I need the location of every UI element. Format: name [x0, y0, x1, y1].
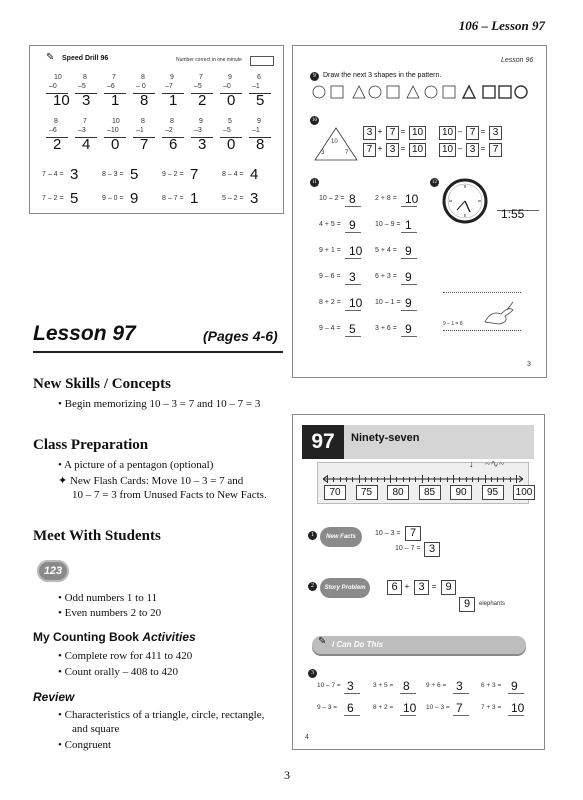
q3-problem: 7 + 3 =	[481, 704, 502, 711]
clock-icon	[442, 178, 488, 224]
q3-answer: 3	[347, 679, 354, 693]
drill-answer: 9	[130, 190, 139, 207]
drill-bottom-number: –2	[165, 127, 173, 134]
q11-answer-line	[401, 284, 417, 285]
drill-top-number: 6	[257, 74, 261, 81]
q10-operator: +	[377, 144, 383, 153]
drill-bottom-number: –6	[49, 127, 57, 134]
worksheet-page-number: 3	[527, 361, 531, 368]
number-line-tick	[447, 477, 448, 482]
q3-answer: 10	[403, 701, 417, 715]
drill-answer: 6	[169, 136, 178, 153]
drill-top-number: 7	[83, 118, 87, 125]
drill-problem: 9 – 2 =	[162, 171, 184, 178]
number-line-label: 95	[482, 485, 504, 500]
lesson96-worksheet	[292, 45, 547, 378]
drill-answer: 1	[190, 190, 199, 207]
q2-operator: =	[431, 582, 437, 591]
drill-answer: 2	[198, 92, 207, 109]
q10-answer-box: 10	[409, 143, 426, 157]
number-line-tick	[415, 477, 416, 482]
drill-problem: 7 – 2 =	[42, 195, 64, 202]
number-line-tick	[497, 477, 498, 482]
number-line-tick	[390, 475, 391, 483]
speed-drill-title: Speed Drill 96	[62, 55, 109, 62]
class-prep-item-2: ✦ New Flash Cards: Move 10 – 3 = 7 and	[58, 475, 244, 487]
counting-item-1: • Complete row for 411 to 420	[58, 650, 193, 662]
q10-operator: +	[377, 127, 383, 136]
number-line-tick	[434, 477, 435, 482]
lesson97-worksheet	[292, 414, 545, 750]
drill-top-number: 10	[54, 74, 62, 81]
new-skills-heading: New Skills / Concepts	[33, 376, 171, 392]
q2-answer-box: 9	[441, 580, 456, 595]
q2-unit: elephants	[479, 601, 506, 607]
review-item-1-cont: and square	[72, 723, 120, 735]
drill-bottom-number: –3	[78, 127, 86, 134]
number-line-label: 70	[324, 485, 346, 500]
q10-number: 10	[312, 118, 317, 123]
class-prep-item-1: • A picture of a pentagon (optional)	[58, 459, 214, 471]
drill-top-number: 9	[257, 118, 261, 125]
q3-answer-line	[453, 693, 469, 694]
q10-answer-box: 10	[409, 126, 426, 140]
q9-text: Draw the next 3 shapes in the pattern.	[323, 72, 442, 79]
q10-answer-box: 10	[439, 126, 456, 140]
story-problem-badge: Story Problem	[320, 578, 370, 598]
q3-answer-line	[508, 693, 524, 694]
number-line-tick	[359, 475, 360, 483]
number-line-tick	[365, 477, 366, 482]
meet-item-odd: • Odd numbers 1 to 11	[58, 592, 158, 604]
q10-operator: =	[400, 127, 406, 136]
lesson-pages: (Pages 4-6)	[203, 328, 278, 344]
q10-operator: =	[480, 144, 486, 153]
drill-answer: 5	[256, 92, 265, 109]
q1-problem-2: 10 – 7 =	[395, 545, 421, 552]
drill-problem: 5 – 2 =	[222, 195, 244, 202]
number-badge-icon: 123	[37, 560, 69, 582]
q3-answer: 9	[511, 679, 518, 693]
class-prep-heading: Class Preparation	[33, 437, 149, 453]
q11-answer-line	[401, 232, 417, 233]
q11-answer: 9	[349, 218, 356, 232]
drill-answer: 7	[140, 136, 149, 153]
q1-number: 1	[308, 531, 317, 540]
q3-problem: 3 + 5 =	[373, 682, 394, 689]
q11-problem: 5 + 4 =	[375, 247, 397, 254]
q2-answer: 9	[459, 597, 475, 612]
drill-top-number: 5	[228, 118, 232, 125]
footer-page-number: 3	[284, 768, 290, 782]
counting-book-heading: My Counting Book Activities	[33, 630, 196, 644]
class-prep-item-3: 10 – 7 = 3 from Unused Facts to New Facts.	[72, 489, 267, 501]
lesson-title-rule	[33, 351, 283, 353]
drill-answer: 7	[190, 166, 199, 183]
q3-answer-line	[508, 715, 524, 716]
drill-bottom-number: –1	[136, 127, 144, 134]
q3-answer: 3	[456, 679, 463, 693]
review-item-2: • Congruent	[58, 739, 112, 751]
q11-problem: 3 + 6 =	[375, 325, 397, 332]
drill-top-number: 8	[83, 74, 87, 81]
drill-answer: 5	[130, 166, 139, 183]
number-line-tick	[485, 475, 486, 483]
q11-problem: 8 + 2 =	[319, 299, 341, 306]
q11-answer: 10	[349, 244, 363, 258]
drill-answer: 0	[111, 136, 120, 153]
drill-bottom-number: –5	[194, 83, 202, 90]
q3-answer: 7	[456, 701, 463, 715]
q11-problem: 9 – 6 =	[319, 273, 341, 280]
q11-answer: 3	[349, 270, 356, 284]
q3-answer: 8	[403, 679, 410, 693]
number-line-tick	[422, 475, 423, 483]
drill-answer: 4	[250, 166, 259, 183]
number-line-tick	[346, 477, 347, 482]
q11-answer-line	[345, 232, 361, 233]
counting-item-2: • Count orally – 408 to 420	[58, 666, 178, 678]
q3-answer: 10	[511, 701, 525, 715]
drill-problem: 7 – 4 =	[42, 171, 64, 178]
drill-top-number: 10	[112, 118, 120, 125]
number-line-tick	[428, 477, 429, 482]
number-line-tick	[327, 475, 328, 483]
q11-answer: 9	[405, 296, 412, 310]
drill-bottom-number: –1	[252, 127, 260, 134]
q10-answer-box: 3	[466, 143, 479, 157]
number-line-tick	[340, 477, 341, 482]
number-line-tick	[503, 477, 504, 482]
drill-bottom-number: –0	[223, 83, 231, 90]
q11-problem: 9 + 1 =	[319, 247, 341, 254]
drill-answer: 5	[70, 190, 79, 207]
clock-time-answer: 1:55	[501, 207, 525, 221]
q10-answer-box: 7	[489, 143, 502, 157]
q11-problem: 4 + 5 =	[319, 221, 341, 228]
number-line-tick	[377, 477, 378, 482]
q2-operator: +	[404, 582, 410, 591]
q11-answer-line	[401, 206, 417, 207]
drill-top-number: 7	[112, 74, 116, 81]
drill-answer: 0	[227, 92, 236, 109]
number-line-tick	[478, 477, 479, 482]
drill-answer: 3	[250, 190, 259, 207]
pencil-icon: ✎	[46, 52, 55, 63]
drill-bottom-number: –5	[223, 127, 231, 134]
q11-answer-line	[401, 310, 417, 311]
q1-answer-2: 3	[424, 542, 440, 557]
number-line-tick	[371, 477, 372, 482]
drill-answer: 3	[198, 136, 207, 153]
speed-drill-panel	[29, 45, 284, 214]
new-skills-item: • Begin memorizing 10 – 3 = 7 and 10 – 7 = 3	[58, 398, 261, 410]
banner-text: I Can Do This	[332, 640, 384, 649]
q11-answer-line	[345, 258, 361, 259]
q11-problem: 2 + 8 =	[375, 195, 397, 202]
number-line-tick	[510, 477, 511, 482]
drill-top-number: 9	[170, 74, 174, 81]
q11-answer: 10	[349, 296, 363, 310]
arrow-down-icon: ↓	[469, 459, 474, 469]
drill-bottom-number: –10	[107, 127, 119, 134]
meet-students-heading: Meet With Students	[33, 528, 161, 544]
q11-answer: 8	[349, 192, 356, 206]
drill-bottom-number: – 0	[136, 83, 146, 90]
q11-answer: 9	[405, 322, 412, 336]
q11-answer-line	[345, 310, 361, 311]
number-line-tick	[384, 477, 385, 482]
q10-answer-box: 7	[363, 143, 376, 157]
drill-answer: 3	[70, 166, 79, 183]
drill-bottom-number: –6	[107, 83, 115, 90]
drill-top-number: 8	[170, 118, 174, 125]
q11-answer: 1	[405, 218, 412, 232]
q3-problem: 9 + 6 =	[426, 682, 447, 689]
pencil-icon: ✎	[318, 636, 327, 647]
q11-problem: 10 – 1 =	[375, 299, 401, 306]
drill-top-number: 9	[199, 118, 203, 125]
drill-problem: 9 – 0 =	[102, 195, 124, 202]
q11-answer: 9	[405, 244, 412, 258]
number-correct-label: Number correct in one minute	[176, 57, 242, 63]
number-line-tick	[352, 477, 353, 482]
q3-problem: 6 + 3 =	[481, 682, 502, 689]
drill-answer: 4	[82, 136, 91, 153]
q11-problem: 6 + 3 =	[375, 273, 397, 280]
new-facts-badge: New Facts	[320, 527, 362, 547]
q9-number: 9	[310, 72, 319, 81]
q2-answer-box: 3	[414, 580, 429, 595]
drill-bottom-number: –0	[49, 83, 57, 90]
drill-top-number: 8	[54, 118, 58, 125]
q11-problem: 10 – 9 =	[375, 221, 401, 228]
drill-problem: 8 – 3 =	[102, 171, 124, 178]
q10-answer-box: 3	[489, 126, 502, 140]
q10-operator: =	[400, 144, 406, 153]
q10-answer-box: 3	[386, 143, 399, 157]
q2-number: 2	[308, 582, 317, 591]
triangle-left-number: 3	[321, 150, 325, 156]
q3-problem: 9 – 3 =	[317, 704, 338, 711]
drill-top-number: 7	[199, 74, 203, 81]
drill-bottom-number: –1	[252, 83, 260, 90]
q11-answer-line	[345, 336, 361, 337]
number-line-label: 75	[356, 485, 378, 500]
page-header: 106 – Lesson 97	[458, 18, 545, 33]
drill-problem: 8 – 4 =	[222, 171, 244, 178]
q3-problem: 8 + 2 =	[373, 704, 394, 711]
number-line-tick	[403, 477, 404, 482]
q3-problem: 10 – 3 =	[426, 704, 450, 711]
q11-problem: 10 – 2 =	[319, 195, 345, 202]
q3-answer-line	[453, 715, 469, 716]
q11-answer-line	[345, 284, 361, 285]
drill-bottom-number: –7	[165, 83, 173, 90]
number-line-tick	[459, 477, 460, 482]
number-line-tick	[472, 477, 473, 482]
q11-answer: 5	[349, 322, 356, 336]
triangle-top-number: 10	[331, 139, 338, 145]
drill-answer: 0	[227, 136, 236, 153]
review-heading: Review	[33, 690, 75, 704]
number-line-tick	[333, 477, 334, 482]
drill-answer: 1	[169, 92, 178, 109]
drill-top-number: 9	[228, 74, 232, 81]
drill-answer: 3	[82, 92, 91, 109]
worksheet-lesson-label: Lesson 96	[501, 57, 534, 64]
worksheet-title: Ninety-seven	[351, 432, 420, 444]
q1-problem-1: 10 – 3 =	[375, 530, 401, 537]
worksheet-page-number: 4	[305, 734, 309, 741]
drill-answer: 2	[53, 136, 62, 153]
number-correct-box	[250, 56, 274, 66]
drill-bottom-number: –5	[78, 83, 86, 90]
q2-answer-box: 6	[387, 580, 402, 595]
lizard-sketch-icon: ~∿~	[485, 459, 505, 470]
number-line-label: 85	[419, 485, 441, 500]
drill-bottom-number: –3	[194, 127, 202, 134]
drill-answer: 10	[53, 92, 70, 109]
q3-answer: 6	[347, 701, 354, 715]
drill-answer: 1	[111, 92, 120, 109]
q11-problem: 9 – 4 =	[319, 325, 341, 332]
q3-problem: 10 – 7 =	[317, 682, 341, 689]
lesson-number-block: 97	[302, 425, 344, 459]
drill-top-number: 8	[141, 118, 145, 125]
q3-answer-line	[400, 715, 416, 716]
drill-answer: 8	[256, 136, 265, 153]
caption-line	[443, 292, 521, 293]
q10-answer-box: 7	[466, 126, 479, 140]
q1-answer-1: 7	[405, 526, 421, 541]
number-line-tick	[516, 475, 517, 483]
shape-pattern	[311, 84, 529, 100]
drill-problem: 8 – 7 =	[162, 195, 184, 202]
q10-operator: –	[457, 144, 463, 153]
meet-item-even: • Even numbers 2 to 20	[58, 607, 162, 619]
number-line-label: 100	[513, 485, 535, 500]
caption-line-2	[443, 330, 521, 331]
rabbit-sketch-icon	[479, 300, 519, 328]
lesson-title: Lesson 97	[33, 322, 136, 345]
q11-answer-line	[345, 206, 361, 207]
review-item-1: • Characteristics of a triangle, circle, rectangle,	[58, 709, 265, 721]
number-line-tick	[396, 477, 397, 482]
q3-answer-line	[400, 693, 416, 694]
q10-answer-box: 7	[386, 126, 399, 140]
q11-answer: 9	[405, 270, 412, 284]
number-line-label: 80	[387, 485, 409, 500]
q10-answer-box: 3	[363, 126, 376, 140]
number-line-label: 90	[450, 485, 472, 500]
q10-operator: –	[457, 127, 463, 136]
number-line-tick	[491, 477, 492, 482]
q12-number: 12	[432, 180, 437, 185]
triangle-right-number: 7	[345, 150, 349, 156]
q3-number: 3	[308, 669, 317, 678]
number-line-tick	[453, 475, 454, 483]
q10-answer-box: 10	[439, 143, 456, 157]
drill-top-number: 8	[141, 74, 145, 81]
q10-operator: =	[480, 127, 486, 136]
q11-number: 11	[310, 178, 319, 187]
caption-text: 9 – 1 = 8	[443, 321, 463, 327]
q11-answer-line	[401, 258, 417, 259]
number-line-tick	[440, 477, 441, 482]
q11-answer: 10	[405, 192, 419, 206]
q3-answer-line	[344, 693, 360, 694]
number-line-tick	[409, 477, 410, 482]
q11-answer-line	[401, 336, 417, 337]
q3-answer-line	[344, 715, 360, 716]
number-line-tick	[466, 477, 467, 482]
drill-answer: 8	[140, 92, 149, 109]
